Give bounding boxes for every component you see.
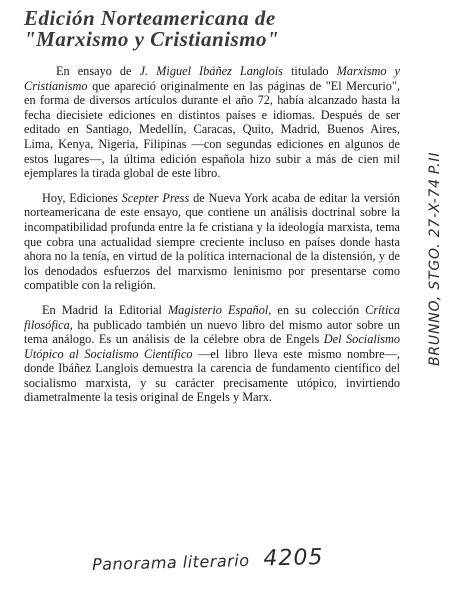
publisher-name: Magisterio Español: [167, 302, 269, 317]
p3-text: —el libro lleva este mismo nombre—, donde Ibáñez Langlois demuestra la carencia de fundamento científico del socialismo marxista, y su carácter precisamente utópico, invirtiendo diametralmente la tesis original de Engels y Marx.: [24, 346, 400, 405]
margin-note-tail: P.II: [427, 151, 443, 175]
handwritten-source: Panorama literario: [91, 550, 250, 575]
article-title: [24, 8, 400, 50]
collection-name: Crítica filosófica: [24, 302, 400, 332]
p1-text: En ensayo de: [56, 64, 140, 78]
book-title: Del Socialismo Utópico al Socialismo Científico: [24, 332, 401, 361]
p3-text: , ha publicado también un nuevo libro del mismo autor sobre un tema análogo. Es un análisis de la célebre obra de Engels: [24, 317, 400, 347]
p2-text: de Nueva York acaba de editar la versión norteamericana de este ensayo, que contiene un análisis doctrinal sobre la incompatibilidad profunda entre la fe cristiana y la ideología marxista, tema que cobra una actualidad siempre creciente incluso en países donde hasta ahora no la tenía, en virtud de la política internacional de la distensión, y de los denodados esfuerzos del marxismo leninismo por presentarse como compatible con la religión.: [24, 190, 400, 293]
handwritten-source-note: [92, 545, 324, 576]
p1-text: titulado: [282, 64, 337, 78]
author-name: J. Miguel Ibáñez Langlois: [139, 64, 283, 78]
publisher-name: Scepter Press: [121, 190, 190, 205]
book-title: Marxismo y Cristianismo: [24, 64, 401, 93]
paragraph-3: [24, 303, 400, 405]
title-line-1: Edición Norteamericana de: [24, 6, 276, 30]
handwritten-number: 4205: [263, 544, 324, 572]
p2-text: Hoy, Ediciones: [42, 190, 122, 205]
handwritten-margin-note: [427, 152, 443, 366]
p1-text: que apareció originalmente en las páginas de "El Mercurio", en forma de diversos artículos durante el año 72, había alcanzado hasta la fecha diecisiete ediciones en distintos países e idiomas. Después de ser editado en Santiago, Medellín, Caracas, Quito, Madrid, Buenos Aires, Lima, Kenya, Nigeria, Filipinas —con segundas ediciones en algunos de estos lugares—, la última edición española hizo subir a más de cien mil ejemplares la tirada global de este libro.: [24, 78, 400, 181]
p3-text: , en su colección: [268, 302, 366, 317]
article-body: [24, 64, 400, 405]
news-clipping: [24, 8, 400, 415]
title-line-2: "Marxismo y Cristianismo": [24, 27, 280, 51]
margin-note-text: BRUNNO, STGO. 27-X-74: [427, 178, 443, 366]
paragraph-1: [24, 64, 400, 181]
p3-text: En Madrid la Editorial: [42, 302, 168, 317]
paragraph-2: [24, 191, 400, 293]
